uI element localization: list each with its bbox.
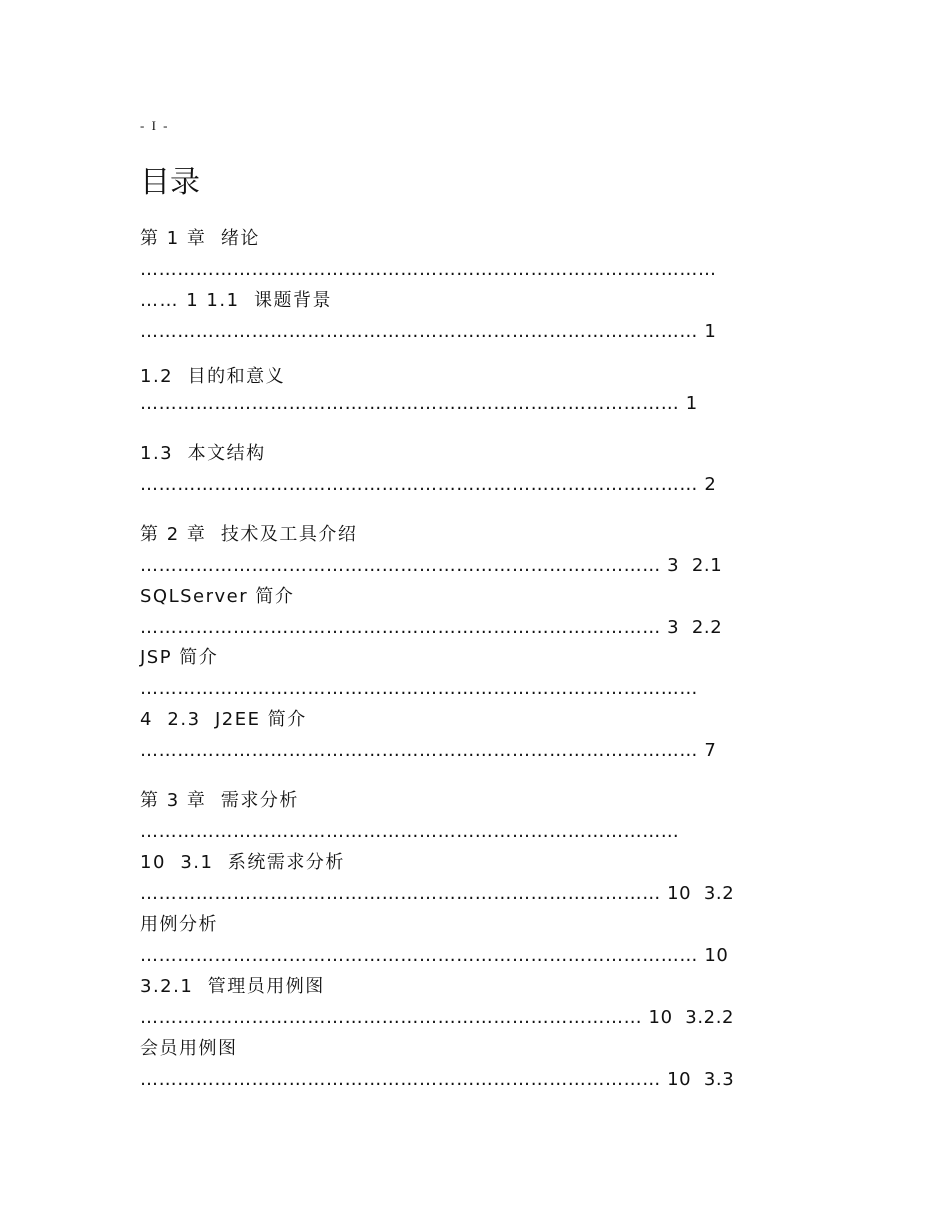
toc-entry: 第 3 章 需求分析 <box>140 790 299 811</box>
toc-title: 目录 <box>140 165 200 200</box>
toc-entry: 1.2 目的和意义 <box>140 366 286 387</box>
toc-entry: 会员用例图 <box>140 1038 238 1059</box>
toc-leader: ……………………………………………………………………………… 1 <box>140 321 717 342</box>
toc-leader: ………………………………………………………………………… 10 3.3 <box>140 1069 735 1090</box>
toc-leader: ………………………………………………………………………… 10 3.2 <box>140 883 735 904</box>
toc-entry: 用例分析 <box>140 914 218 935</box>
page-number: - I - <box>140 118 170 133</box>
toc-leader: ………………………………………………………………………… 3 2.1 <box>140 555 723 576</box>
toc-entry: …… 1 1.1 课题背景 <box>140 290 332 311</box>
toc-entry: 10 3.1 系统需求分析 <box>140 852 345 873</box>
toc-leader: …………………………………………………………………………… <box>140 821 680 842</box>
toc-entry: 3.2.1 管理员用例图 <box>140 976 325 997</box>
toc-entry: 第 2 章 技术及工具介绍 <box>140 524 358 545</box>
toc-entry: 4 2.3 J2EE 简介 <box>140 709 307 730</box>
toc-leader: ………………………………………………………………………… 3 2.2 <box>140 617 723 638</box>
toc-leader: ……………………………………………………………………………… 10 <box>140 945 729 966</box>
toc-leader: ………………………………………………………………………………… <box>140 259 717 280</box>
toc-leader: ……………………………………………………………………………… 2 <box>140 474 717 495</box>
toc-leader: …………………………………………………………………………… 1 <box>140 393 698 414</box>
toc-leader: ……………………………………………………………………… 10 3.2.2 <box>140 1007 735 1028</box>
toc-entry: 1.3 本文结构 <box>140 443 266 464</box>
toc-leader: ……………………………………………………………………………… <box>140 678 698 699</box>
toc-leader: ……………………………………………………………………………… 7 <box>140 740 717 761</box>
toc-entry: 第 1 章 绪论 <box>140 228 260 249</box>
toc-entry: JSP 简介 <box>140 647 219 668</box>
toc-entry: SQLServer 简介 <box>140 586 295 607</box>
